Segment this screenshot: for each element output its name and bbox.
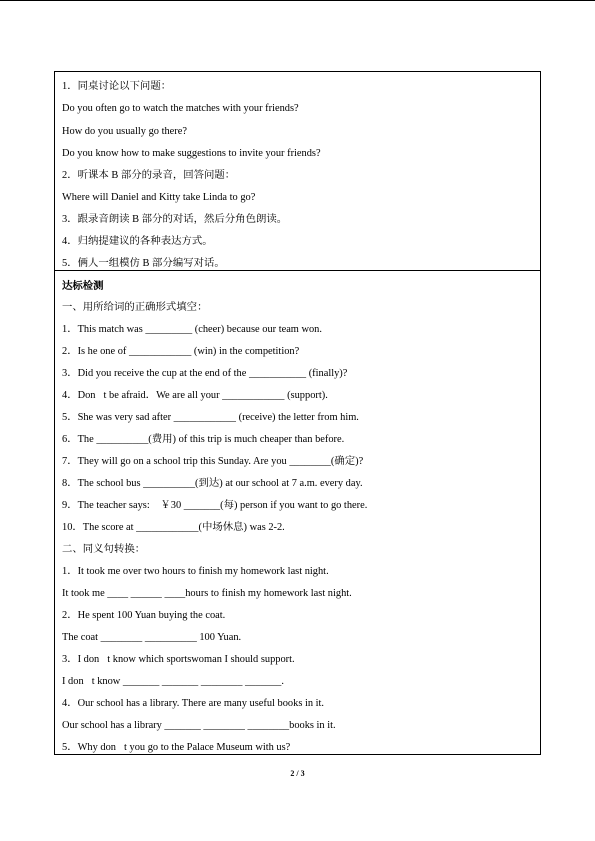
step-1-title: 1．同桌讨论以下问题： (62, 81, 172, 92)
rewrite-3-answer: I don t know _______ _______ ________ _______. (62, 676, 284, 687)
rewrite-3-original: 3．I don t know which sportswoman I should support. (62, 654, 295, 665)
step-5-text: 5．俩人一组模仿 B 部分编写对话。 (62, 258, 225, 269)
step-2-question: Where will Daniel and Kitty take Linda to go? (62, 192, 256, 203)
fill-blank-4: 4．Don t be afraid．We are all your ____________ (support). (62, 390, 328, 401)
rewrite-4-original: 4．Our school has a library. There are many useful books in it. (62, 698, 325, 709)
page-number: 2 / 3 (290, 769, 305, 778)
exercise-part-1-title: 一、用所给词的正确形式填空： (62, 302, 208, 313)
step-1-question-2: How do you usually go there? (62, 126, 187, 137)
fill-blank-7: 7．They will go on a school trip this Sunday. Are you ________(确定)? (62, 456, 364, 467)
step-4-text: 4．归纳提建议的各种表达方式。 (62, 236, 213, 247)
fill-blank-1: 1．This match was _________ (cheer) because our team won. (62, 324, 322, 335)
rewrite-2-answer: The coat ________ __________ 100 Yuan. (62, 632, 242, 643)
fill-blank-6: 6．The __________(费用) of this trip is much cheaper than before. (62, 434, 345, 445)
page-top-rule (0, 0, 595, 1)
step-3-text: 3．跟录音朗读 B 部分的对话，然后分角色朗读。 (62, 214, 288, 225)
rewrite-4-answer: Our school has a library _______ ________ ________books in it. (62, 720, 336, 731)
worksheet-table (54, 71, 541, 755)
rewrite-1-original: 1．It took me over two hours to finish my homework last night. (62, 566, 329, 577)
fill-blank-8: 8．The school bus __________(到达) at our school at 7 a.m. every day. (62, 478, 363, 489)
rewrite-2-original: 2．He spent 100 Yuan buying the coat. (62, 610, 226, 621)
step-1-question-1: Do you often go to watch the matches with your friends? (62, 103, 299, 114)
rewrite-1-answer: It took me ____ ______ ____hours to finish my homework last night. (62, 588, 352, 599)
fill-blank-10: 10．The score at ____________(中场休息) was 2-2. (62, 522, 285, 533)
fill-blank-2: 2．Is he one of ____________ (win) in the competition? (62, 346, 300, 357)
step-2-title: 2．听课本 B 部分的录音，回答问题： (62, 170, 236, 181)
fill-blank-5: 5．She was very sad after ____________ (receive) the letter from him. (62, 412, 359, 423)
section-heading: 达标检测 (62, 280, 104, 292)
rewrite-5-original: 5．Why don t you go to the Palace Museum with us? (62, 742, 291, 753)
exercise-part-2-title: 二、同义句转换： (62, 544, 146, 555)
step-1-question-3: Do you know how to make suggestions to invite your friends? (62, 148, 321, 159)
fill-blank-9: 9．The teacher says:  ￥30 _______(每) person if you want to go there.  (62, 500, 376, 511)
fill-blank-3: 3．Did you receive the cup at the end of the ___________ (finally)? (62, 368, 348, 379)
